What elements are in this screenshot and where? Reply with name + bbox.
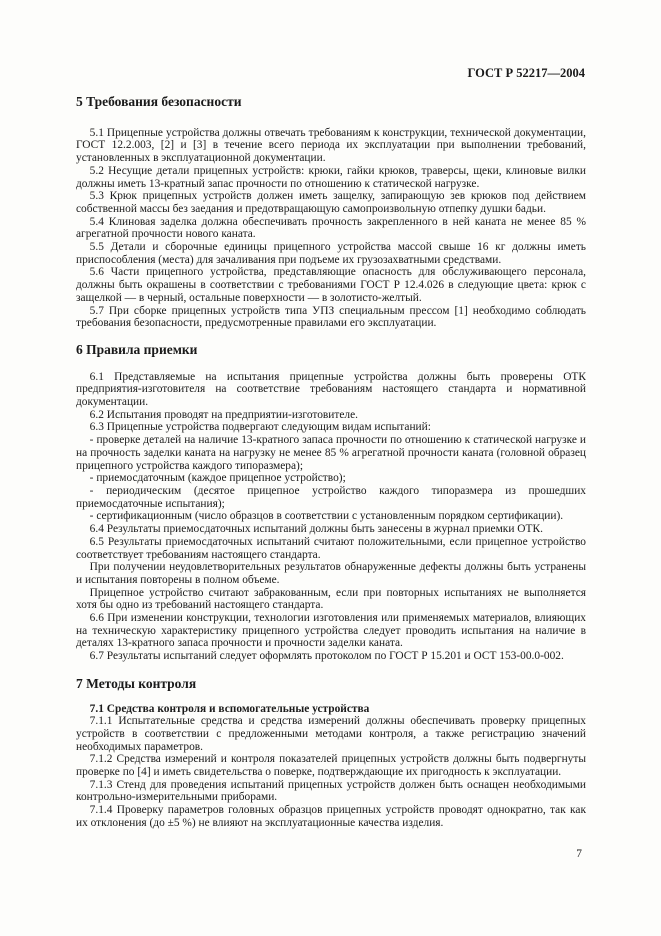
paragraph: 6.1 Представляемые на испытания прицепные устройства должны быть проверены ОТК предприятия-изготовителя на соответствие требованиям настоящего стандарта и нормативной документации. — [76, 370, 586, 409]
section-7-subtitle: 7.1 Средства контроля и вспомогательные устройства — [89, 702, 370, 715]
paragraph: 6.7 Результаты испытаний следует оформлять протоколом по ГОСТ Р 15.201 и ОСТ 153-00.0-002. — [89, 650, 564, 663]
paragraph: 7.1.4 Проверку параметров головных образцов прицепных устройств проводят однократно, так как их отклонения (до ±5 %) не влияют на эксплуатационные качества изделия. — [76, 804, 586, 829]
paragraph: - сертификационным (число образцов в соответствии с установленным порядком сертификации). — [89, 510, 564, 523]
paragraph: 5.5 Детали и сборочные единицы прицепного устройства массой свыше 16 кг должны иметь приспособления (места) для зачаливания при подъеме их грузозахватными средствами. — [76, 241, 586, 266]
section-7-title: 7 Методы контроля — [76, 675, 197, 691]
paragraph: 7.1.1 Испытательные средства и средства измерений должны обеспечивать проверку прицепных устройств в соответствии с предложенными методами контроля, а также регистрацию значений необходимых параметров. — [76, 715, 586, 753]
paragraph: 7.1.3 Стенд для проведения испытаний прицепных устройств должен быть оснащен необходимыми контрольно-измерительными приборами. — [76, 778, 586, 804]
paragraph: Прицепное устройство считают забракованным, если при повторных испытаниях не выполняется хотя бы одно из требований настоящего стандарта. — [76, 586, 586, 612]
section-6-title: 6 Правила приемки — [76, 341, 198, 357]
section-5-title: 5 Требования безопасности — [76, 94, 242, 109]
section-5-body — [76, 127, 586, 330]
paragraph: 6.3 Прицепные устройства подвергают следующим видам испытаний: — [89, 421, 431, 434]
paragraph: 5.7 При сборке прицепных устройств типа УПЗ специальным прессом [1] необходимо соблюдать требования безопасности, предусмотренные правилами его эксплуатации. — [76, 304, 586, 330]
paragraph: 5.2 Несущие детали прицепных устройств: крюки, гайки крюков, траверсы, щеки, клиновые вилки должны иметь 13-кратный запас прочности по отношению к статической нагрузке. — [76, 164, 586, 190]
paragraph: 5.3 Крюк прицепных устройств должен иметь защелку, запирающую зев крюков под действием собственной массы без заедания и предотвращающую самопроизвольную отпепку душки бадьи. — [76, 190, 586, 215]
paragraph: 6.6 При изменении конструкции, технологии изготовления или применяемых материалов, влияющих на техническую характеристику прицепного устройства следует проводить испытания на наличие в деталях 13-кратного запаса прочности и прочности заделки каната. — [76, 612, 586, 650]
paragraph: При получении неудовлетворительных результатов обнаруженные дефекты должны быть устранены и испытания повторены в полном объеме. — [76, 561, 586, 586]
paragraph: - проверке деталей на наличие 13-кратного запаса прочности по отношению к статической нагрузке и на прочность заделки каната на нагрузку не менее 85 % агрегатной прочности каната (головной образец прицепного устройства каждого типоразмера); — [76, 434, 586, 472]
paragraph: 6.5 Результаты приемосдаточных испытаний считают положительными, если прицепное устройство соответствует требованиям настоящего стандарта. — [76, 535, 586, 561]
paragraph: 5.1 Прицепные устройства должны отвечать требованиям к конструкции, технической документации, ГОСТ 12.2.003, [2] и [3] в течение всего периода их эксплуатации при выполнении требований, установленных в эксплуатационной документации. — [76, 126, 586, 165]
paragraph: 5.4 Клиновая заделка должна обеспечивать прочность закрепленного в ней каната не менее 85 % агрегатной прочности нового каната. — [76, 215, 586, 241]
page-number: 7 — [576, 848, 582, 860]
paragraph: 6.4 Результаты приемосдаточных испытаний должны быть занесены в журнал приемки ОТК. — [89, 523, 543, 536]
paragraph: - периодическим (десятое прицепное устройство каждого типоразмера из прошедших приемосдаточные испытания); — [76, 484, 586, 510]
section-7-body — [76, 715, 586, 829]
paragraph: 6.2 Испытания проводят на предприятии-изготовителе. — [89, 408, 358, 421]
paragraph: 7.1.2 Средства измерений и контроля показателей прицепных устройств должны быть подвергнуты проверке по [4] и иметь свидетельства о поверке, подтверждающие их пригодность к эксплуатации. — [76, 753, 586, 779]
paragraph: 5.6 Части прицепного устройства, представляющие опасность для обслуживающего персонала, должны быть окрашены в соответствии с требованиями ГОСТ Р 12.4.026 в следующие цвета: крюк с защелкой — в черный, остальные поверхности — в золотисто-желтый. — [76, 266, 586, 304]
section-6-body — [76, 371, 586, 663]
document-header: ГОСТ Р 52217—2004 — [467, 66, 585, 80]
page-body — [76, 92, 586, 830]
paragraph: - приемосдаточным (каждое прицепное устройство); — [89, 472, 346, 485]
